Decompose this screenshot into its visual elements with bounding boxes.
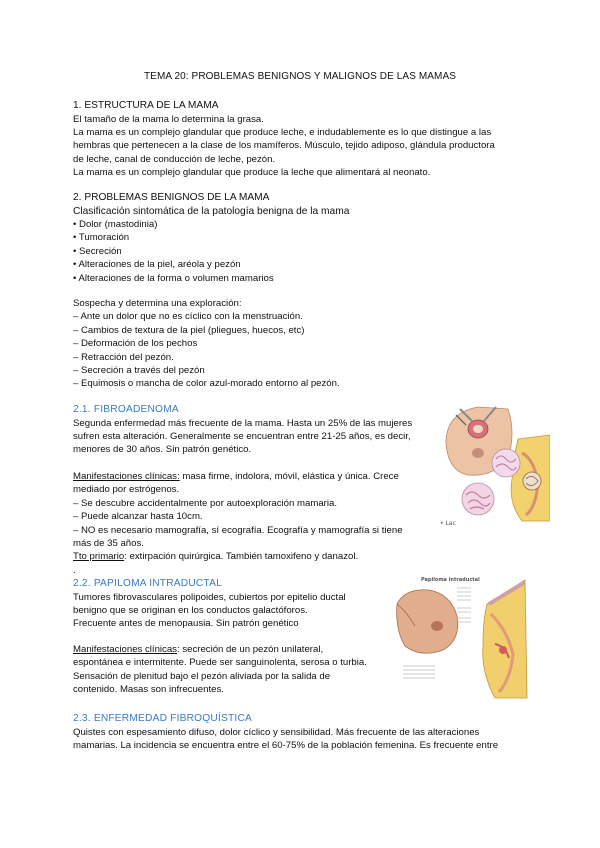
- fibroadenoma-illustration-svg: [438, 403, 550, 527]
- stray-dot: .: [73, 564, 76, 576]
- list-intro: Sospecha y determina una exploración:: [73, 298, 242, 309]
- papiloma-illustration-svg: [395, 574, 529, 704]
- paragraph-line: de leche, canal de conducción de leche, pezón.: [73, 153, 276, 165]
- fibroadenoma-clinical: [73, 470, 433, 577]
- clinical-line-2: mediado por estrógenos.: [73, 484, 180, 496]
- section-heading: 1. ESTRUCTURA DE LA MAMA: [73, 100, 219, 111]
- page-title: TEMA 20: PROBLEMAS BENIGNOS Y MALIGNOS DE LAS MAMAS: [143, 71, 457, 82]
- section-problemas-benignos: [73, 191, 533, 285]
- paragraph-line: Quistes con espesamiento difuso, dolor cíclico y sensibilidad. Más frecuente de las alteraciones: [73, 726, 480, 738]
- figure-caption: • Lac: [440, 520, 456, 527]
- bullet-item: • Alteraciones de la piel, aréola y pezón: [73, 259, 241, 271]
- clinical-line: espontánea e intermitente. Puede ser sanguinolenta, serosa o turbia.: [73, 657, 367, 669]
- list-item: – Equimosis o mancha de color azul-morado entorno al pezón.: [73, 378, 340, 390]
- paragraph-line: Frecuente antes de menopausia. Sin patrón genético: [73, 618, 299, 630]
- bullet-item: • Alteraciones de la forma o volumen mamarios: [73, 272, 274, 284]
- bullet-item: • Tumoración: [73, 232, 130, 244]
- list-item: más de 35 años.: [73, 538, 144, 550]
- list-item: – Deformación de los pechos: [73, 338, 198, 350]
- clinical-line: [73, 470, 433, 483]
- subsection-heading: 2.3. ENFERMEDAD FIBROQUÍSTICA: [73, 713, 253, 724]
- figure-title: Papiloma intraductal: [421, 577, 480, 583]
- paragraph-line: El tamaño de la mama lo determina la grasa.: [73, 113, 264, 125]
- paragraph-line: Segunda enfermedad más frecuente de la mama. Hasta un 25% de las mujeres: [73, 417, 413, 429]
- papiloma-clinical: [73, 643, 393, 697]
- paragraph-line: benigno que se originan en los conductos galactóforos.: [73, 604, 308, 616]
- clinical-label: Manifestaciones clínicas:: [73, 471, 180, 482]
- treatment-line: [73, 550, 433, 563]
- papiloma-illustration: [395, 574, 529, 704]
- paragraph-line: La mama es un complejo glandular que produce la leche que alimentará al neonato.: [73, 167, 431, 179]
- paragraph-line: sufren esta alteración. Generalmente se encuentran entre 21-25 años, es decir,: [73, 430, 411, 442]
- subsection-heading: 2.1. FIBROADENOMA: [73, 404, 179, 415]
- clinical-text: : secreción de un pezón unilateral,: [176, 644, 324, 655]
- paragraph-line: Tumores fibrovasculares polipoides, cubiertos por epitelio ductal: [73, 591, 346, 603]
- bullet-item: • Secreción: [73, 245, 122, 257]
- clinical-line: [73, 643, 393, 656]
- list-item: – Puede alcanzar hasta 10cm.: [73, 511, 203, 523]
- list-item: – Se descubre accidentalmente por autoexploración mamaria.: [73, 497, 337, 509]
- paragraph-line: menores de 30 años. Sin patrón genético.: [73, 444, 252, 456]
- paragraph-line: hembras que pertenecen a la clase de los mamíferos. Músculo, tejido adiposo, glándula productora: [73, 140, 495, 152]
- fibroadenoma-illustration: [438, 403, 550, 527]
- section-papiloma: [73, 577, 393, 631]
- clinical-line: contenido. Masas son infrecuentes.: [73, 684, 224, 696]
- list-item: – Retracción del pezón.: [73, 351, 174, 363]
- section-subheading: Clasificación sintomática de la patología benigna de la mama: [73, 205, 350, 217]
- section-heading: 2. PROBLEMAS BENIGNOS DE LA MAMA: [73, 192, 270, 203]
- section-fibroquistica: [73, 712, 533, 752]
- treatment-label: Tto primario: [73, 551, 125, 563]
- suspicion-list: [73, 297, 533, 391]
- section-fibroadenoma: [73, 403, 433, 457]
- list-item: – Secreción a través del pezón: [73, 365, 205, 377]
- section-estructura: [73, 99, 533, 180]
- list-item: – Ante un dolor que no es cíclico con la menstruación.: [73, 311, 303, 323]
- paragraph-line: La mama es un complejo glandular que produce leche, e indudablemente es lo que distingue a las: [73, 126, 492, 138]
- paragraph-line: mamarias. La incidencia se encuentra entre el 60-75% de la población femenina. Es frecuente entre: [73, 739, 499, 751]
- bullet-item: • Dolor (mastodinia): [73, 219, 158, 230]
- list-item: – NO es necesario mamografía, sí ecografía. Ecografía y mamografía si tiene: [73, 524, 403, 536]
- clinical-text: masa firme, indolora, móvil, elástica y única. Crece: [179, 471, 399, 482]
- clinical-line: Sensación de plenitud bajo el pezón aliviada por la salida de: [73, 670, 331, 682]
- subsection-heading: 2.2. PAPILOMA INTRADUCTAL: [73, 578, 222, 589]
- list-item: – Cambios de textura de la piel (pliegues, huecos, etc): [73, 324, 305, 336]
- treatment-text: : extirpación quirúrgica. También tamoxifeno y danazol.: [124, 551, 359, 563]
- clinical-label: Manifestaciones clínicas: [73, 644, 177, 655]
